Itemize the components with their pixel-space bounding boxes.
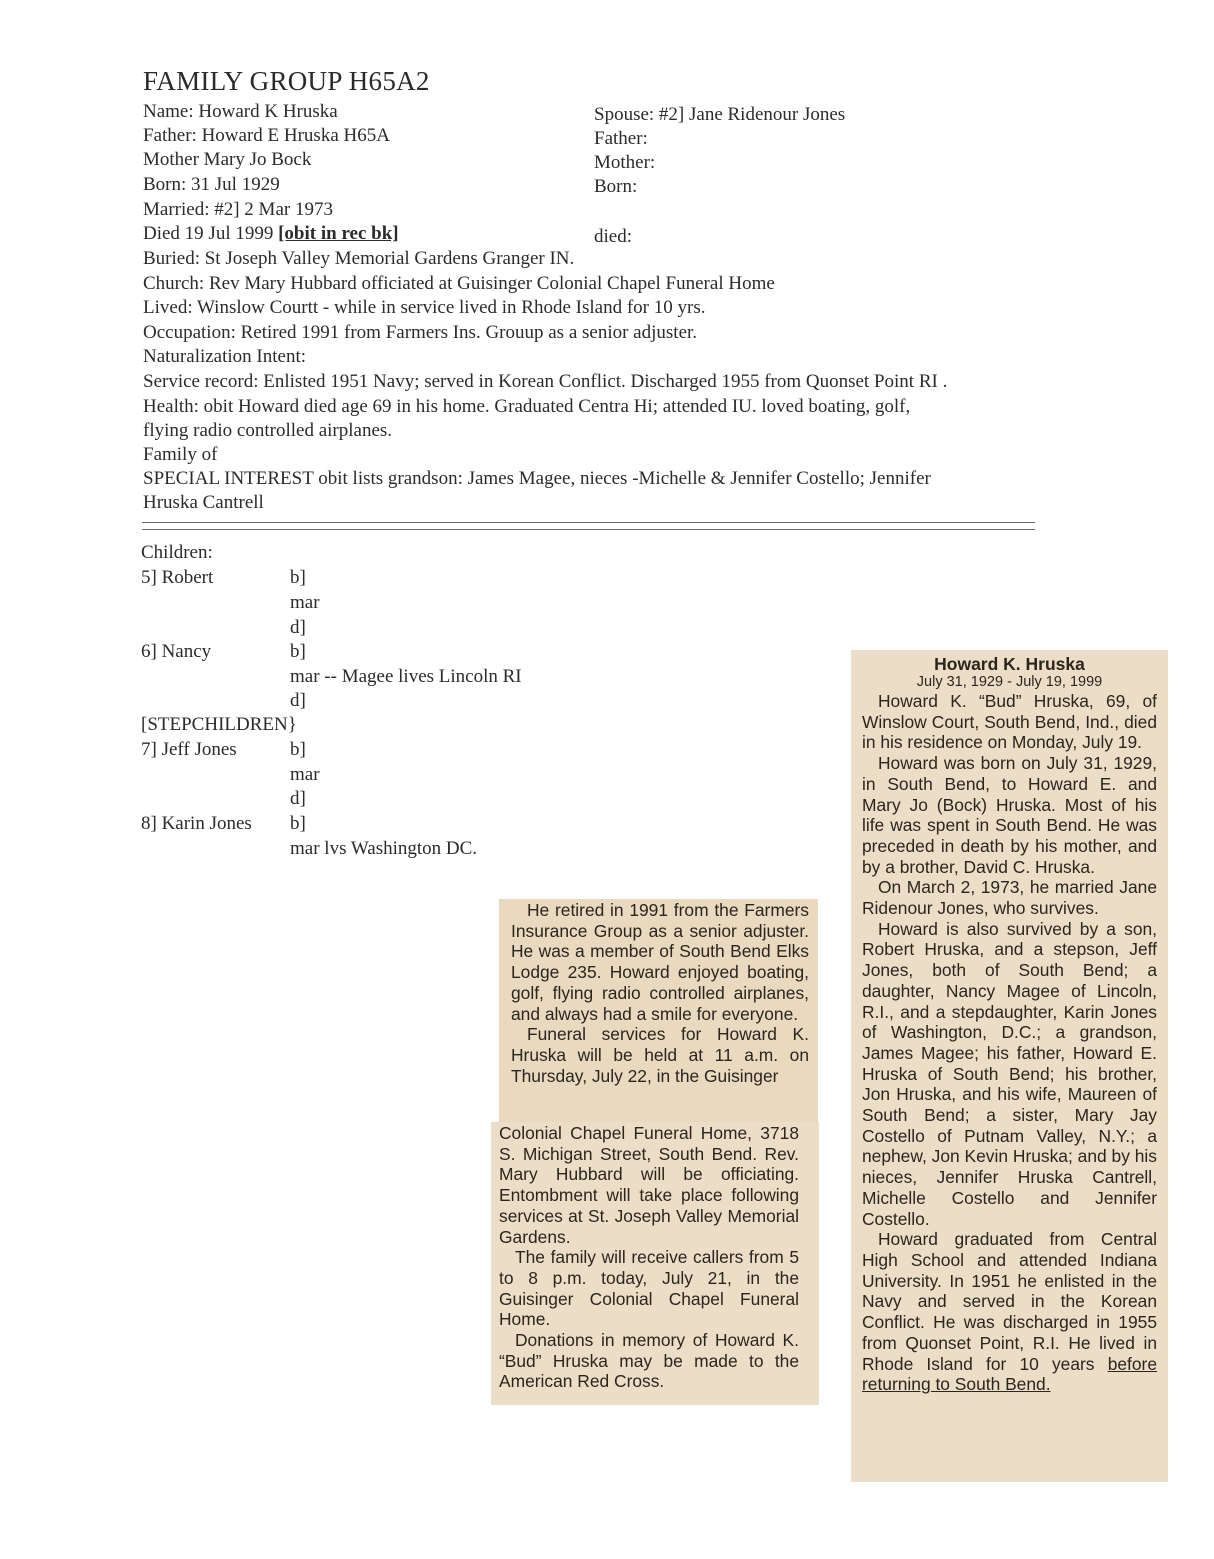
married-line: Married: #2] 2 Mar 1973 bbox=[143, 199, 333, 220]
children-heading: Children: bbox=[141, 542, 213, 563]
spouse-born-line: Born: bbox=[594, 176, 638, 197]
child-karin-born: b] bbox=[290, 813, 306, 834]
obituary-paragraph bbox=[862, 1229, 1157, 1395]
lived-line: Lived: Winslow Courtt - while in service lived in Rhode Island for 10 yrs. bbox=[143, 297, 706, 318]
mother-line: Mother Mary Jo Bock bbox=[143, 149, 312, 170]
church-line: Church: Rev Mary Hubbard officiated at Guisinger Colonial Chapel Funeral Home bbox=[143, 273, 775, 294]
obituary-paragraph: Donations in memory of Howard K. “Bud” Hruska may be made to the American Red Cross. bbox=[499, 1330, 799, 1392]
buried-line: Buried: St Joseph Valley Memorial Gardens Granger IN. bbox=[143, 248, 575, 269]
obituary-paragraph: Howard was born on July 31, 1929, in South Bend, to Howard E. and Mary Jo (Bock) Hruska. Most of his life was spent in South Bend. He was preceded in death by his mother, and by a brother, David C. Hruska. bbox=[862, 753, 1157, 877]
obituary-text-end: before returning to South Bend. bbox=[862, 1353, 1157, 1395]
section-divider bbox=[142, 522, 1035, 530]
obituary-name: Howard K. Hruska bbox=[934, 654, 1085, 674]
spouse-mother-line: Mother: bbox=[594, 152, 656, 173]
died-text: Died 19 Jul 1999 bbox=[143, 223, 279, 244]
child-karin-married: mar lvs Washington DC. bbox=[290, 838, 478, 859]
child-jeff-died: d] bbox=[290, 788, 306, 809]
obituary-paragraph: Funeral services for Howard K. Hruska will be held at 11 a.m. on Thursday, July 22, in the Guisinger bbox=[511, 1024, 809, 1086]
child-robert-died: d] bbox=[290, 617, 306, 638]
child-nancy-married: mar -- Magee lives Lincoln RI bbox=[290, 666, 522, 687]
child-nancy-born: b] bbox=[290, 641, 306, 662]
spouse-line: Spouse: #2] Jane Ridenour Jones bbox=[594, 104, 846, 125]
child-jeff-married: mar bbox=[290, 764, 320, 785]
page-title: FAMILY GROUP H65A2 bbox=[143, 66, 430, 96]
obituary-paragraph: Howard K. “Bud” Hruska, 69, of Winslow Court, South Bend, Ind., died in his residence on Monday, July 19. bbox=[862, 691, 1157, 753]
obit-record-link[interactable]: [obit in rec bk] bbox=[278, 223, 399, 244]
stepchildren-heading: [STEPCHILDREN} bbox=[141, 714, 297, 735]
child-jeff-born: b] bbox=[290, 739, 306, 760]
health-line-2: flying radio controlled airplanes. bbox=[143, 420, 393, 441]
obituary-clipping-middle-top bbox=[499, 899, 818, 1123]
special-interest-line-1: SPECIAL INTEREST obit lists grandson: James Magee, nieces -Michelle & Jennifer Costello; Jennifer bbox=[143, 468, 931, 489]
service-record-line: Service record: Enlisted 1951 Navy; served in Korean Conflict. Discharged 1955 from Quonset Point RI . bbox=[143, 371, 948, 392]
child-karin: 8] Karin Jones bbox=[141, 813, 252, 834]
health-line-1: Health: obit Howard died age 69 in his home. Graduated Centra Hi; attended IU. loved boating, golf, bbox=[143, 396, 911, 417]
family-of-line: Family of bbox=[143, 444, 218, 465]
child-robert-born: b] bbox=[290, 567, 306, 588]
obituary-paragraph: Howard is also survived by a son, Robert Hruska, and a stepson, Jeff Jones, both of South Bend; a daughter, Nancy Magee of Lincoln, R.I., and a stepdaughter, Karin Jones of Washington, D.C.; a grandson, James Magee; his father, Howard E. Hruska of South Bend; his brother, Jon Hruska, and his wife, Maureen of South Bend; a sister, Mary Jay Costello of Putnam Valley, N.Y.; a nephew, Jon Kevin Hruska; and by his nieces, Jennifer Hruska Cantrell, Michelle Costello and Jennifer Costello. bbox=[862, 918, 1157, 1229]
spouse-died-line: died: bbox=[594, 226, 632, 247]
child-nancy-died: d] bbox=[290, 690, 306, 711]
child-robert: 5] Robert bbox=[141, 567, 214, 588]
occupation-line: Occupation: Retired 1991 from Farmers Ins. Grouup as a senior adjuster. bbox=[143, 322, 698, 343]
special-interest-line-2: Hruska Cantrell bbox=[143, 492, 264, 513]
obituary-paragraph: Colonial Chapel Funeral Home, 3718 S. Michigan Street, South Bend. Rev. Mary Hubbard will be officiating. Entombment will take place following services at St. Joseph Valley Memorial Gardens. bbox=[499, 1123, 799, 1247]
died-line bbox=[143, 222, 399, 246]
obituary-clipping-middle-bottom bbox=[491, 1122, 819, 1405]
name-line: Name: Howard K Hruska bbox=[143, 101, 338, 122]
obituary-dates: July 31, 1929 - July 19, 1999 bbox=[916, 674, 1103, 690]
obituary-text: Howard graduated from Central High School and attended Indiana University. In 1951 he enlisted in the Navy and served in the Korean Conflict. He was discharged in 1955 from Quonset Point, R.I. He lived in Rhode Island for 10 years bbox=[862, 1229, 1157, 1374]
child-robert-married: mar bbox=[290, 592, 320, 613]
father-line: Father: Howard E Hruska H65A bbox=[143, 125, 390, 146]
child-nancy: 6] Nancy bbox=[141, 641, 212, 662]
obituary-paragraph: On March 2, 1973, he married Jane Ridenour Jones, who survives. bbox=[862, 877, 1157, 919]
obituary-paragraph: The family will receive callers from 5 to 8 p.m. today, July 21, in the Guisinger Colonial Chapel Funeral Home. bbox=[499, 1247, 799, 1330]
child-jeff: 7] Jeff Jones bbox=[141, 739, 237, 760]
naturalization-line: Naturalization Intent: bbox=[143, 346, 307, 367]
spouse-father-line: Father: bbox=[594, 128, 648, 149]
born-line: Born: 31 Jul 1929 bbox=[143, 174, 280, 195]
obituary-paragraph: He retired in 1991 from the Farmers Insurance Group as a senior adjuster. He was a member of South Bend Elks Lodge 235. Howard enjoyed boating, golf, flying radio controlled airplanes, and always had a smile for everyone. bbox=[511, 900, 809, 1024]
obituary-clipping-right bbox=[851, 650, 1168, 1482]
